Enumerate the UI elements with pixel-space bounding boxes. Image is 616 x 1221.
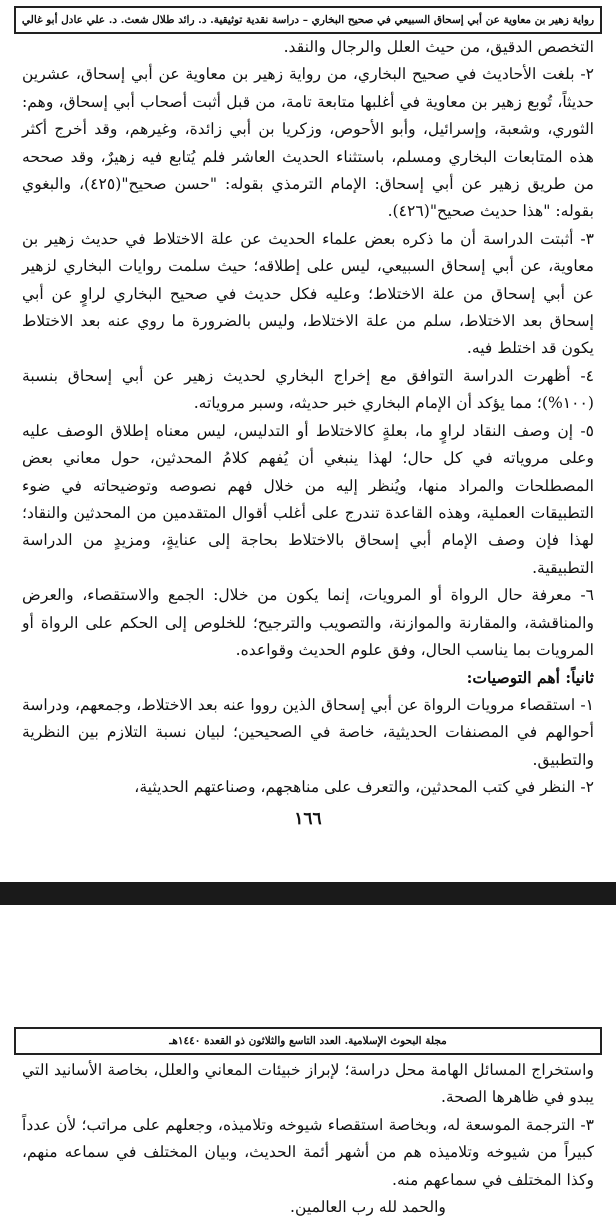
paragraph: ٥- إن وصف النقاد لراوٍ ما، بعلةٍ كالاختلاط أو التدليس، ليس معناه إطلاق الوصف عليه وعلى مروياته في كل حال؛ لهذا ينبغي أن يُفهم كلامُ المحدثين، حول معاني بعض المصطلحات والمراد منها، ويُنظر إليه من خلال فهم نصوصه وتوضيحاته في ضوء التطبيقات العملية، وهذه القاعدة تندرج على أغلب أقوال المتقدمين من المحدثين والنقاد؛ لهذا فإن وصف الإمام أبي إسحاق بالاختلاط بحاجة إلى عنايةٍ، ومزيدٍ من الدراسة التطبيقية.	[22, 421, 594, 577]
running-header	[14, 6, 602, 34]
journal-header	[14, 1027, 602, 1055]
recommendation-item: ١- استقصاء مرويات الرواة عن أبي إسحاق الذين رووا عنه بعد الاختلاط، وجمعهم، ودراسة أحوالهم في المصنفات الحديثية، خاصة في الصحيحين؛ لبيان نسبة التلازم بين النظرية والتطبيق.	[22, 695, 594, 769]
recommendation-item: ٣- الترجمة الموسعة له، وبخاصة استقصاء شيوخه وتلاميذه، وجعلهم على مراتب؛ لأن عدداً كبيراً من شيوخه وتلاميذه هم من أشهر أئمة الحديث، وبيان المختلف في سماعه منهم، وكذا المختلف في سماعهم منه.	[22, 1115, 594, 1189]
body-text	[0, 1055, 616, 1221]
paragraph: واستخراج المسائل الهامة محل دراسة؛ لإبراز خبيئات المعاني والعلل، بخاصة الأسانيد التي يبدو في ظاهرها الصحة.	[22, 1061, 594, 1107]
page-bottom	[0, 905, 616, 1217]
page-number: ١٦٦	[294, 809, 322, 830]
paragraph: ٦- معرفة حال الرواة أو المرويات، إنما يكون من خلال: الجمع والاستقصاء، والعرض والمناقشة، والمقارنة والموازنة، والتصويب والترجيح؛ للخلوص إلى الحكم على الرواة أو المرويات بما يناسب الحال، وفق علوم الحديث وقواعده.	[22, 586, 594, 659]
paragraph: ٣- أثبتت الدراسة أن ما ذكره بعض علماء الحديث عن علة الاختلاط في حديث زهير بن معاوية، عن أبي إسحاق السبيعي، ليس على إطلاقه؛ حيث سلمت روايات البخاري لزهير عن أبي إسحاق من علة الاختلاط؛ وعليه فكل حديث في صحيح البخاري لراوٍ عن أبي إسحاق بعد الاختلاط، سلم من علة الاختلاط، وليس بالضرورة ما روي عنه بعد الاختلاط يكون قد اختلط فيه.	[22, 229, 594, 358]
section-heading: ثانياً: أهم التوصيات:	[466, 668, 594, 688]
paragraph: ٤- أظهرت الدراسة التوافق مع إخراج البخاري لحديث زهير عن أبي إسحاق بنسبة (١٠٠%)؛ مما يؤكد أن الإمام البخاري خبر حديثه، وسبر مروياته.	[22, 366, 594, 413]
journal-header-text: مجلة البحوث الإسلامية. العدد التاسع والثلاثون ذو القعدة ١٤٤٠هـ	[169, 1035, 447, 1047]
paragraph: التخصص الدقيق، من حيث العلل والرجال والنقد.	[283, 38, 594, 56]
closing-line: والحمد لله رب العالمين.	[290, 1198, 446, 1217]
running-header-text: رواية زهير بن معاوية عن أبي إسحاق السبيعي في صحيح البخاري – دراسة نقدية توثيقية. د. رائد طلال شعث. د. علي عادل أبو غالي	[21, 14, 595, 26]
paragraph: ٢- بلغت الأحاديث في صحيح البخاري، من رواية زهير بن معاوية عن أبي إسحاق، عشرين حديثاً، تُوبع زهير بن معاوية في أغلبها متابعة تامة، من قبل أثبت أصحاب أبي إسحاق، وهم: الثوري، وشعبة، وإسرائيل، وأبو الأحوص، وزكريا بن أبي زائدة، وغيرهم، وقد أخرج أكثر هذه المتابعات البخاري ومسلم، باستثناء الحديث العاشر فلم يُتابع فيه زهيرٌ، وقد صححه من طريق زهير عن أبي إسحاق: الإمام الترمذي بقوله: "حسن صحيح"(٤٢٥)، والبغوي بقوله: "هذا حديث صحيح"(٤٢٦).	[22, 65, 594, 221]
body-text	[0, 34, 616, 801]
recommendation-item: ٢- النظر في كتب المحدثين، والتعرف على مناهجهم، وصناعتهم الحديثية،	[134, 777, 594, 796]
page-separator	[0, 882, 616, 905]
